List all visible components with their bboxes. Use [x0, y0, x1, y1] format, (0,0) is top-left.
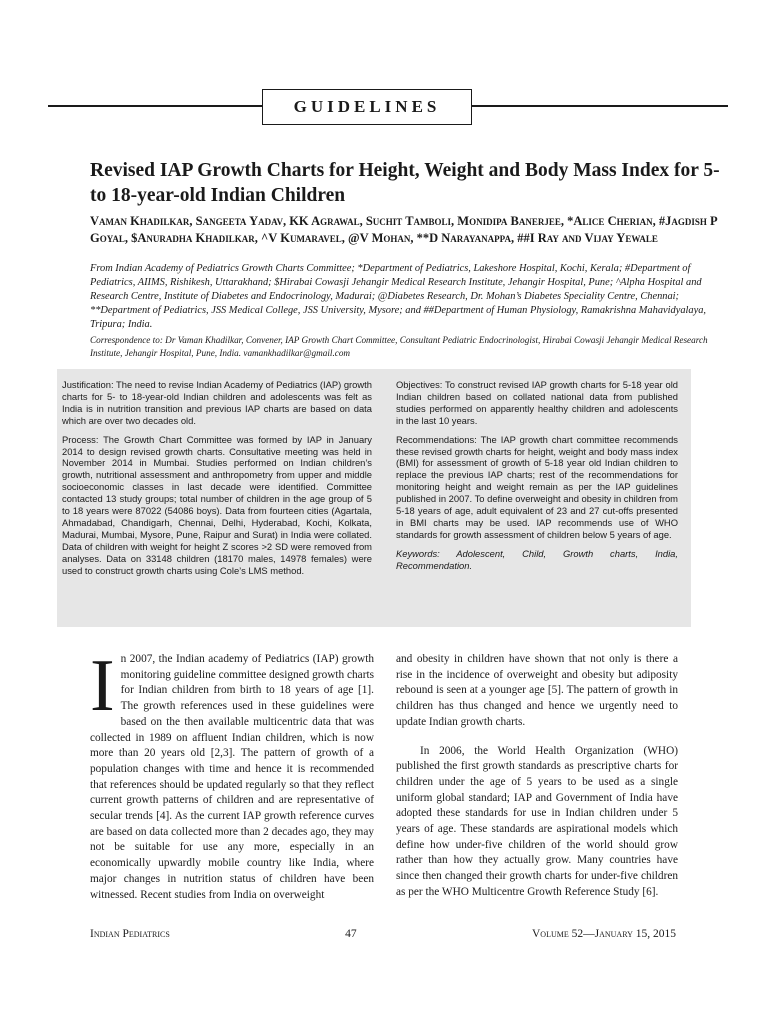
- page-footer: [90, 928, 676, 940]
- section-banner: GUIDELINES: [262, 89, 472, 125]
- volume-date: Volume 52—January 15, 2015: [531, 928, 676, 940]
- intro-text: n 2007, the Indian academy of Pediatrics (IAP) growth monitoring guideline committee designed growth charts for Indian children from birth to 18 years of age [1]. The growth references used in these guidelines were based on the then available multicentric data that was collected in 1989 on affluent Indian children, which is now more than 20 years old [2,3]. The pattern of growth of a population changes with time and hence it is recommended that references should be updated regularly so that they reflect current growth patterns of children and are representative of secular trends [4]. As the current IAP growth reference curves are based on data collected more than 2 decades ago, they may not be suitable for use any more, especially in an economically upwardly mobile country like India, where major changes in nutrition status of children have been witnessed. Recent studies from India on overweight: [90, 653, 374, 901]
- body-left-column: [90, 645, 374, 903]
- body-right-column: [396, 652, 678, 901]
- article-title: Revised IAP Growth Charts for Height, Weight and Body Mass Index for 5- to 18-year-old Indian Children: [90, 160, 720, 206]
- author-list: Vaman Khadilkar, Sangeeta Yadav, KK Agrawal, Suchit Tamboli, Monidipa Banerjee, *Alice Cherian, #Jagdish P Goyal, $Anuradha Khadilkar, ^V Kumaravel, @V Mohan, **D Narayanappa, ##I Ray and Vijay Yewale: [90, 214, 717, 245]
- abstract-keywords: Keywords: Adolescent, Child, Growth charts, India, Recommendation.: [396, 547, 678, 571]
- affiliations: From Indian Academy of Pediatrics Growth Charts Committee; *Department of Pediatrics, Lakeshore Hospital, Kochi, Kerala; #Department of Pediatrics, AIIMS, Rishikesh, Uttarakhand; $Hirabai Cowasji Jehangir Medical Research Institute, Jehangir Hospital, Pune; ^Alpha Hospital and Research Centre, Institute of Diabetes and Endocrinology, Madurai; @Diabetes Research, Dr. Mohan’s Diabetes Speciality Centre, Chennai; **Department of Pediatrics, JSS Medical College, JSS University, Mysore; and ##Department of Human Physiology, Ramakrishna Mahavidyalaya, Tripura; India.: [90, 263, 707, 330]
- abstract-process: Process: The Growth Chart Committee was formed by IAP in January 2014 to design revised growth charts. Consultative meeting was held in November 2014 in Mumbai. Studies performed on Indian children’s growth, nutritional assessment and anthropometry from upper and middle socioeconomic classes in last decade were identified. Committee contacted 13 study groups; total number of children in the age group of 5 to 18 years were 87022 (54086 boys). Data from fourteen cities (Agartala, Ahmadabad, Chandigarh, Chennai, Delhi, Hyderabad, Kochi, Kolkata, Madurai, Mumbai, Mysore, Pune, Raipur and Surat) in India were collated. Data of children with weight for height Z scores >2 SD were removed from analyses. Data on 33148 children (18170 males, 14978 females) were used to construct growth charts using Cole’s LMS method.: [62, 433, 372, 576]
- abstract-left-column: [62, 379, 372, 584]
- abstract-recommendations: Recommendations: The IAP growth chart committee recommends these revised growth charts for height, weight and body mass index (BMI) for assessment of growth of 5-18 year old Indian children to replace the previous IAP charts; rest of the recommendations for monitoring height and weight remain as per the IAP guidelines published in 2007. To define overweight and obesity in children from 5-18 years of age, adult equivalent of 23 and 27 cut-offs presented in BMI charts may be used. IAP recommends use of WHO standards for growth assessment of children below 5 years of age.: [396, 433, 678, 540]
- abstract-right-column: [396, 379, 678, 579]
- intro-paragraph: [90, 645, 374, 903]
- correspondence: Correspondence to: Dr Vaman Khadilkar, Convener, IAP Growth Chart Committee, Consultant Pediatric Endocrinologist, Hirabai Cowasji Jehangir Medical Research Institute, Jehangir Hospital, Pune, India. vamankhadilkar@gmail.com: [90, 335, 708, 358]
- body-paragraph: and obesity in children have shown that not only is there a rise in the incidence of overweight and obesity but adiposity rebound is seen at a younger age [5]. The pattern of growth in children has thus changed and hence we urgently need to update Indian growth charts.: [396, 653, 678, 728]
- abstract-objectives: Objectives: To construct revised IAP growth charts for 5-18 year old Indian children based on collated national data from published studies performed on apparently healthy children and adolescents in the last 10 years.: [396, 379, 678, 426]
- journal-name: Indian Pediatrics: [90, 928, 170, 940]
- drop-cap: I: [90, 645, 115, 727]
- body-paragraph: In 2006, the World Health Organization (WHO) published the first growth standards as prescriptive charts for children under the age of 5 years to be used as a single uniform global standard; IAP and Government of India have adopted these standards for use in Indian children under 5 years of age. These standards are aspirational models which define how under-five children of the world should grow rather than how they actually grow. Many countries have since then changed their growth charts for under-five children as per the WHO Multicentre Growth Reference Study [6].: [396, 744, 678, 898]
- abstract-justification: Justification: The need to revise Indian Academy of Pediatrics (IAP) growth charts for 5- to 18-year-old Indian children and adolescents was felt as India is in nutrition transition and previous IAP charts are based on data which are over two decades old.: [62, 379, 372, 426]
- page-number: 47: [345, 928, 357, 940]
